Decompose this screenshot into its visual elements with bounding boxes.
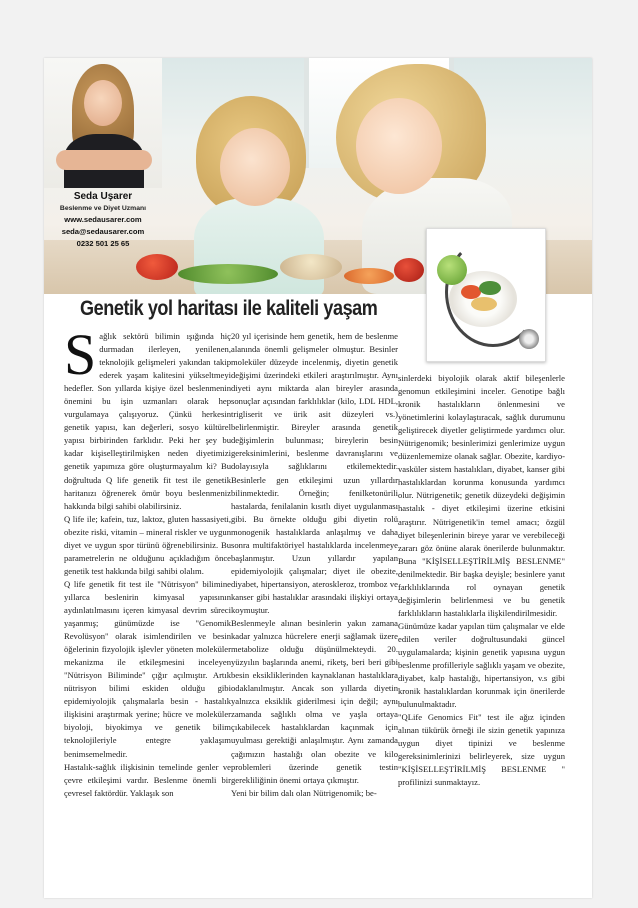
author-website: www.sedausarer.com <box>64 215 142 224</box>
author-phone: 0232 501 25 65 <box>76 239 130 248</box>
article-paragraph: Beslenmeyle alınan besinlerin yakın zamana kadar yalnızca hücrelere enerji sağlamak üzere metabolize olduğu düşünülmekteydi. 20. yüzyılın başlarında anemi, riketş, beri beri gibi besin eksikliklerinden kaynaklanan hastalıklara odaklanılmıştır. Ancak son yıllarda diyetin yalnızca eksiklik giderilmesi için değil; aynı zamanda sağlıklı olma ve yaşla ortaya çıkabilecek hastalıklardan kaçınmak için uyulması gerektiği anlaşılmıştır. Aynı zamanda çağımızın hastalığı olan obezite ve kilo problemleri üzerinde genetik testin gerekliliğinin önemi ortaya çıkmıştır. <box>231 618 398 785</box>
author-photo <box>44 58 162 188</box>
article-headline: Genetik yol haritası ile kaliteli yaşam <box>80 297 378 320</box>
article-column-1 <box>64 322 231 800</box>
author-email: seda@sedausarer.com <box>61 227 145 236</box>
article-paragraph: Hastalık-sağlık ilişkisinin temelinde genler ve çevre etkileşimi vardır. Beslenme önemli bir çevresel faktördür. Yaklaşık son <box>64 761 231 798</box>
drop-cap: S <box>64 322 97 387</box>
article-paragraph: Yeni bir bilim dalı olan Nütrigenomik; be- <box>231 787 377 798</box>
article-column-2 <box>231 330 398 800</box>
magazine-page <box>44 58 592 898</box>
article-column-3 <box>398 372 565 790</box>
author-title: Beslenme ve Diyet Uzmanı <box>59 205 147 212</box>
article-paragraph: "QLife Genomics Fit" test ile ağız içinden alınan tükürük örneği ile sizin genetik yapınıza uygun diyet tipinizi ve beslenme gereksinimlerinizi belirleyerek, size uygun "KİŞİSELLEŞTİRİLMİŞ BESLENME " profilinizi sunmaktayız. <box>398 712 565 788</box>
article-paragraph: 20 yıl içerisinde hem genetik, hem de beslenme alanında önemli gelişmeler olmuştur. Besinler moleküler düzeyde incelenmiş, diyetin genetik değişimi üzerindeki etkileri araştırılmıştır. Aynı diyeti aynı miktarda alan bireyler arasında sonuçlar açısından farklılıklar (kilo, LDL HDL, trigliserit ve ürik asit düzeyleri vs.) belirlenmiştir. Bireyler arasında genetik değişimlerin bulunması; bireylerin besin gereksinimlerini, beslenme davranışlarını ve dolayısıyla sağlıklarını etkilemektedir. Besinlerle gen etkileşimi uzun yıllardır bilinmektedir. Örneğin; fenilketonürili hastalarda, fenilalanin kısıtlı diyet uygulanması gibi. Bu örnekte olduğu gibi diyetin rolü monogenik hastalıklarda anlaşılmış ve daha sonra multifaktöriyel hastalıklarda incelenmeye başlanmıştır. Uzun yıllardır yapılan epidemiyolojik çalışmalar; diyet ile obezite, diyabet, hipertansiyon, ateroskleroz, tromboz ve kanser gibi hastalıklar arasındaki ilişkiyi ortaya koymuştur. <box>231 331 398 615</box>
article-paragraph: Q life ile; kafein, tuz, laktoz, gluten hassasiyeti, obezite riski, vitamin – mineral riskler ve uygun diyet ve uygun spor türünü öğrenebilirsiniz. Bu parametrelerin ne olduğunu açıkladığım önce genetik test hakkında bilgi sahibi olalım. <box>64 513 231 576</box>
article-paragraph: sinlerdeki biyolojik olarak aktif bileşenlerle genomun etkileşimini inceler. Genotipe bağlı kronik hastalıkların önlenmesini ve yönetimlerini kolaylaştıracak, sağlık durumunu geliştirecek diyetler geliştirmede yardımcı olur. Nütrigenomik; besinlerimizi genlerimize uygun düzenlememize olanak sağlar. Obezite, kardiyo-vasküler sistem hastalıkları, diyabet, kanser gibi hastalıklardan korunma konusunda yardımcı olur. Nütrigenetik; genetik düzeydeki değişimin hastalık - diyet etkileşimi üzerine etkisini araştırır. Nütrigenetik'in temel amacı; özgül diyet bileşenlerinin bireye yarar ve verebileceği zararı göz önüne alarak önerilerde bulunmaktır. Buna "KİŞİSELLEŞTİRİLMİŞ BESLENME" denilmektedir. Bir başka deyişle; besinlere yanıt farklılıklarında rol oynayan genetik değişimlerin belirlenmesi ve bu genetik farklılıkların hastalıklarla ilişkilendirilmesidir. <box>398 373 565 618</box>
article-paragraph: Q life genetik fit test ile "Nütrisyon" bilimine yıllarca beslenirin kimyasal yapısının aydınlatılmasını içeren kimyasal devrim süreci yaşanmış; günümüzde ise "Genomik Revolüsyon" olarak isimlendirilen ve besin öğelerinin fizyolojik işlevler yöneten moleküler mekanizma ile etkileşmesini inceleyen "Nütrisyon Biliminde" çığır açılmıştır. Artık nütrisyon bilimi eskiden olduğu gibi epidemiyolojik çalışmalarla besin - hastalık ilişkisini araştırmak yerine; hücre ve moleküler biyoloji, biyokimya ve genetik bilim teknolojileriyle entegre yaklaşım benimsemelmedir. <box>64 578 231 759</box>
author-name: Seda Uşarer <box>73 191 133 202</box>
inset-photo-stethoscope-healthy-food <box>426 228 546 362</box>
article-paragraph: Günümüze kadar yapılan tüm çalışmalar ve elde edilen veriler doğrultusundaki güncel uygulamalarda; kişinin genetik yapısına uygun beslenme profilleriyle sağlıklı yaşam ve obezite, diyabet, kalp hastalığı, hipertansiyon, v.s gibi kronik hastalıklardan korunmak için önerilerde bulunulmaktadır. <box>398 620 565 710</box>
article-paragraph: Sağlık sektörü bilimin ışığında hiç durmadan ilerleyen, yenilenen, teknolojik gelişmeleri yakından takip ederek yaşam kalitesini yükseltmeyi hedefler. Son yıllarda kişiye özel beslenmenin önemini bu işin uzmanları olarak hep vurgulamaya çalışıyoruz. Çünkü herkesin genetik yapısı, kan değerleri, sosyo kültürel yapısı birbirinden farklıdır. Peki her şey bu kadar kişiselleştirilmişken neden diyetimizi genetik yapımıza göre oluşturmayalım ki? Bu doğrultuda Q life genetik fit test ile genetik haritanızı öğrenerek ömür boyu beslenmeniz hakkında bilgi sahibi olabilirsiniz. <box>64 322 231 511</box>
author-info <box>44 190 162 250</box>
